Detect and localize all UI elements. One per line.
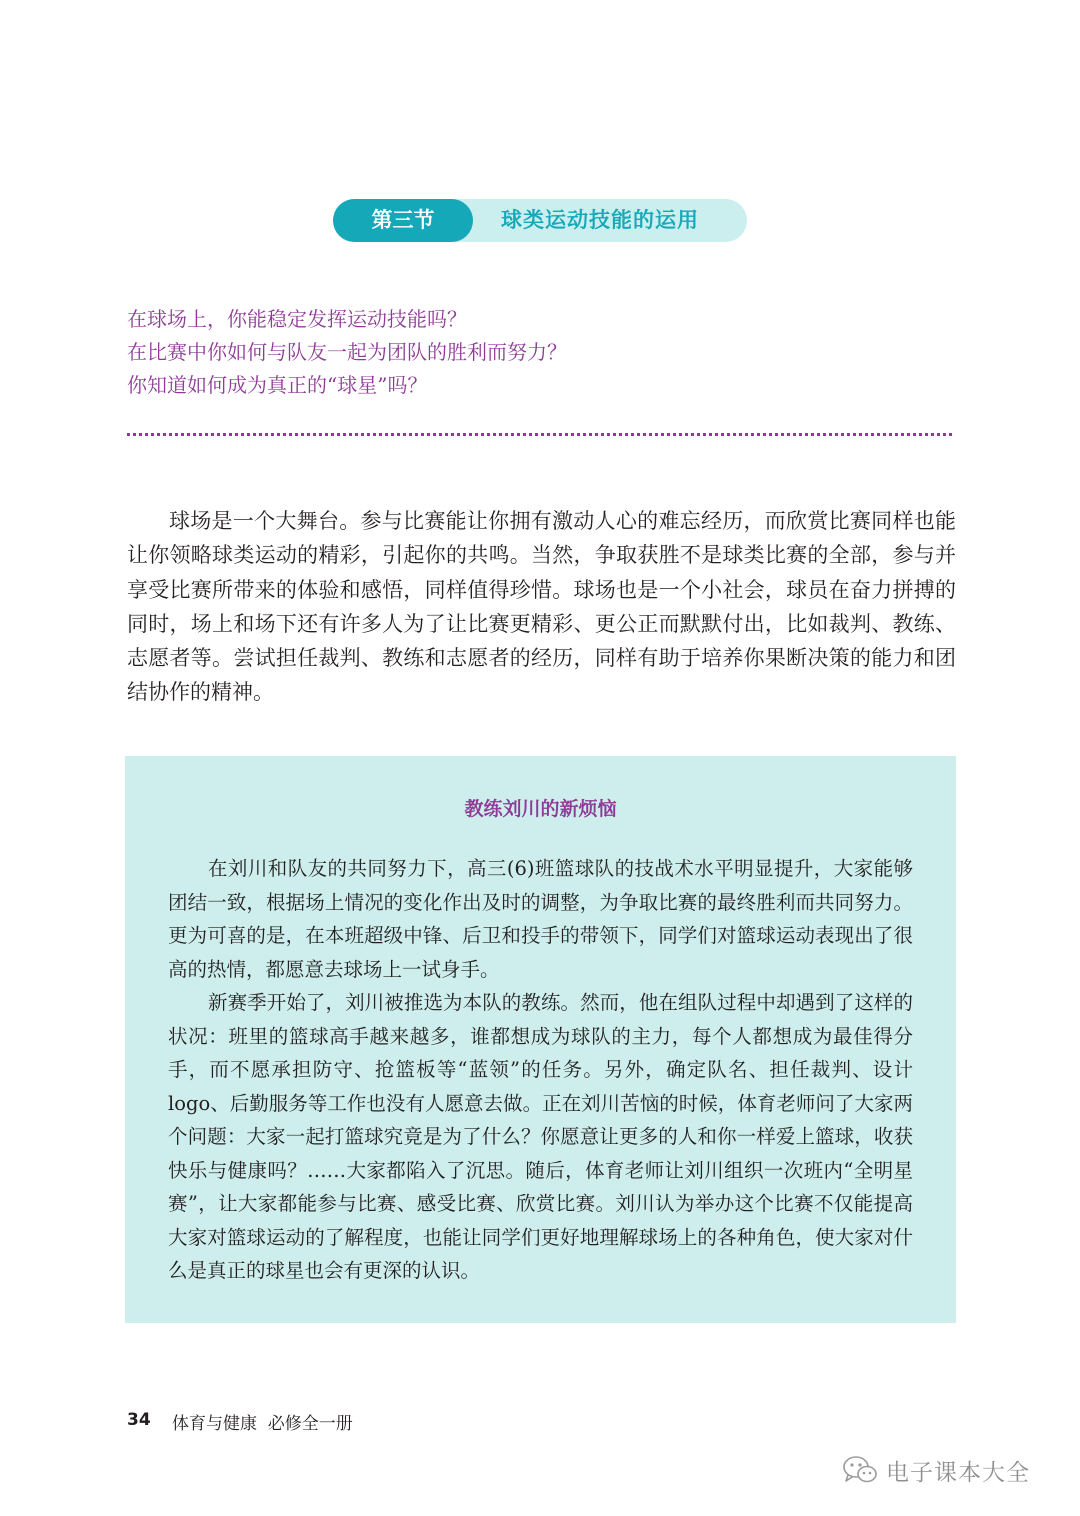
section-header (333, 199, 747, 242)
story-box (125, 756, 956, 1323)
story-paragraph-1: 在刘川和队友的共同努力下，高三(6)班篮球队的技战术水平明显提升，大家能够团结一致，根据场上情况的变化作出及时的调整，为争取比赛的最终胜利而共同努力。更为可喜的是，在本班超级中锋、后卫和投手的带领下，同学们对篮球运动表现出了很高的热情，都愿意去球场上一试身手。 (168, 857, 913, 981)
question-2: 在比赛中你如何与队友一起为团队的胜利而努力？ (127, 340, 567, 364)
wechat-icon (842, 1455, 878, 1485)
book-title: 体育与健康 必修全一册 (172, 1414, 353, 1434)
story-paragraph-2: 新赛季开始了，刘川被推选为本队的教练。然而，他在组队过程中却遇到了这样的状况：班里的篮球高手越来越多，谁都想成为球队的主力，每个人都想成为最佳得分手，而不愿承担防守、抢篮板等“蓝领”的任务。另外，确定队名、担任裁判、设计logo、后勤服务等工作也没有人愿意去做。正在刘川苦恼的时候，体育老师问了大家两个问题：大家一起打篮球究竟是为了什么？你愿意让更多的人和你一样爱上篮球，收获快乐与健康吗？……大家都陷入了沉思。随后，体育老师让刘川组织一次班内“全明星赛”，让大家都能参与比赛、感受比赛、欣赏比赛。刘川认为举办这个比赛不仅能提高大家对篮球运动的了解程度，也能让同学们更好地理解球场上的各种角色，使大家对什么是真正的球星也会有更深的认识。 (168, 991, 913, 1282)
page-number: 34 (127, 1410, 151, 1430)
question-3: 你知道如何成为真正的“球星”吗？ (127, 373, 428, 397)
story-title: 教练刘川的新烦恼 (464, 798, 617, 820)
intro-questions (127, 303, 927, 402)
section-title: 球类运动技能的运用 (501, 208, 699, 232)
story-body (168, 852, 913, 1288)
watermark-text: 电子课本大全 (886, 1459, 1030, 1486)
dotted-divider (127, 433, 952, 436)
watermark (842, 1453, 1030, 1487)
section-number-label: 第三节 (333, 199, 473, 242)
body-paragraph: 球场是一个大舞台。参与比赛能让你拥有激动人心的难忘经历，而欣赏比赛同样也能让你领略球类运动的精彩，引起你的共鸣。当然，争取获胜不是球类比赛的全部，参与并享受比赛所带来的体验和感悟，同样值得珍惜。球场也是一个小社会，球员在奋力拼搏的同时，场上和场下还有许多人为了让比赛更精彩、更公正而默默付出，比如裁判、教练、志愿者等。尝试担任裁判、教练和志愿者的经历，同样有助于培养你果断决策的能力和团结协作的精神。 (127, 509, 956, 705)
question-1: 在球场上，你能稳定发挥运动技能吗？ (127, 307, 467, 331)
